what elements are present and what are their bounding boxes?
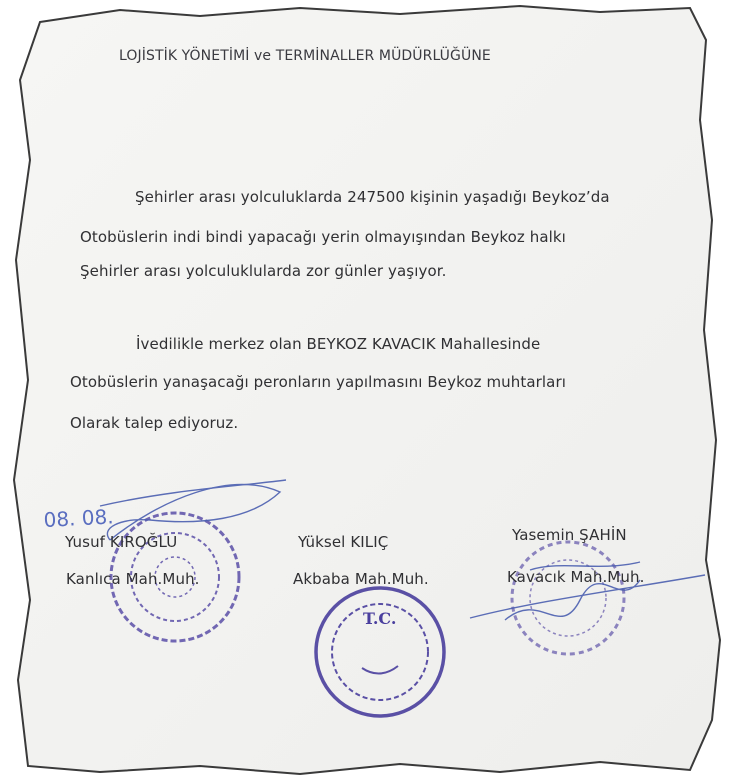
paragraph1-line3: Şehirler arası yolculuklularda zor günler yaşıyor. (80, 262, 447, 280)
center-seal-text: T.C. (363, 609, 397, 628)
paragraph1-line2: Otobüslerin indi bindi yapacağı yerin olmayışından Beykoz halkı (80, 228, 566, 246)
signatory-2-office: Akbaba Mah.Muh. (293, 570, 429, 588)
paragraph2-line2: Otobüslerin yanaşacağı peronların yapılmasını Beykoz muhtarları (70, 373, 567, 391)
paragraph2-line3: Olarak talep ediyoruz. (70, 414, 239, 432)
pen-signature-strokes (100, 480, 705, 620)
signatory-1-name: Yusuf KIROĞLU (65, 533, 178, 551)
signatory-3-office: Kavacık Mah.Muh. (507, 568, 645, 586)
signatory-2-name: Yüksel KILIÇ (298, 533, 389, 551)
paragraph2-line1: İvedilikle merkez olan BEYKOZ KAVACIK Mahallesinde (136, 335, 541, 353)
document-heading: LOJİSTİK YÖNETİMİ ve TERMİNALLER MÜDÜRLÜĞÜNE (119, 48, 491, 64)
center-round-stamp (316, 588, 444, 716)
paragraph1-line1: Şehirler arası yolculuklarda 247500 kişinin yaşadığı Beykoz’da (135, 188, 610, 206)
signatory-1-office: Kanlıca Mah.Muh. (66, 570, 200, 588)
signatory-3-name: Yasemin ŞAHİN (512, 526, 627, 544)
handwritten-date: 08. 08. (43, 504, 115, 532)
